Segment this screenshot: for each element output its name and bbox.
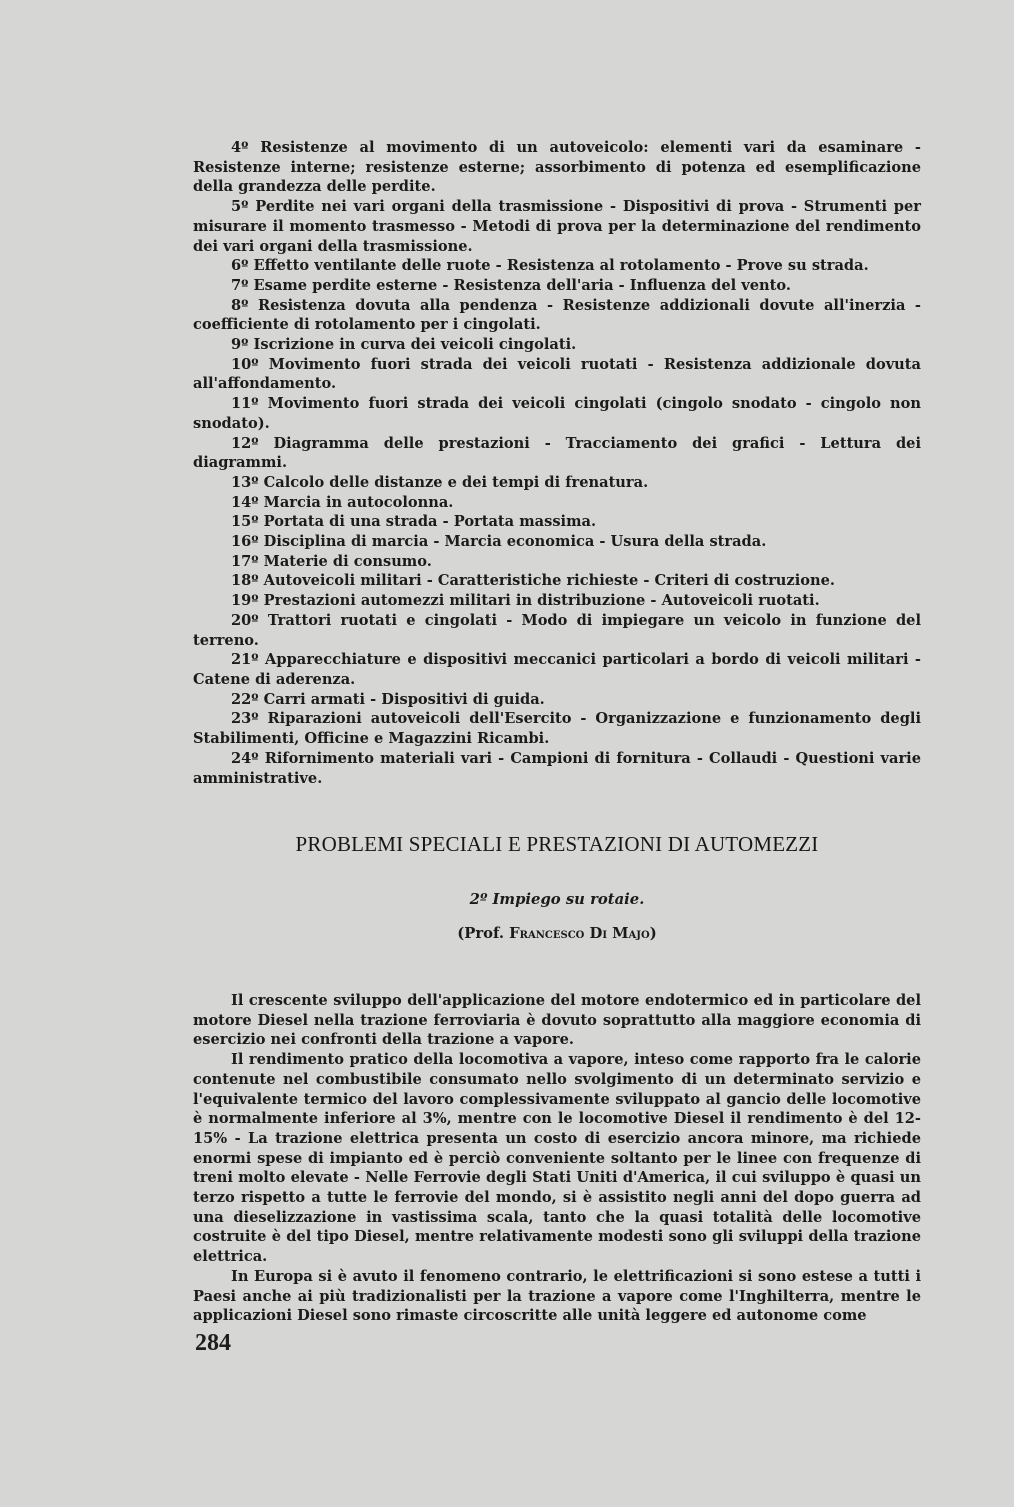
list-item: 10º Movimento fuori strada dei veicoli ruotati - Resistenza addizionale dovuta all'affondamento. bbox=[193, 355, 921, 393]
list-item: 7º Esame perdite esterne - Resistenza dell'aria - Influenza del vento. bbox=[231, 276, 791, 294]
list-item: 13º Calcolo delle distanze e dei tempi di frenatura. bbox=[231, 473, 649, 491]
list-item: 8º Resistenza dovuta alla pendenza - Resistenze addizionali dovute all'inerzia - coefficiente di rotolamento per i cingolati. bbox=[193, 296, 921, 334]
list-item: 18º Autoveicoli militari - Caratteristiche richieste - Criteri di costruzione. bbox=[231, 572, 835, 590]
list-item: 22º Carri armati - Dispositivi di guida. bbox=[231, 690, 545, 708]
list-item: 21º Apparecchiature e dispositivi meccanici particolari a bordo di veicoli militari - Catene di aderenza. bbox=[193, 651, 921, 688]
list-item: 19º Prestazioni automezzi militari in distribuzione - Autoveicoli ruotati. bbox=[231, 592, 820, 610]
list-item: 14º Marcia in autocolonna. bbox=[231, 493, 454, 511]
author-prefix: (Prof. bbox=[457, 925, 505, 942]
author-suffix: ) bbox=[649, 925, 657, 942]
list-item: 9º Iscrizione in curva dei veicoli cingolati. bbox=[231, 336, 577, 354]
section-heading: PROBLEMI SPECIALI E PRESTAZIONI DI AUTOMEZZI bbox=[295, 832, 819, 856]
paragraph: Il crescente sviluppo dell'applicazione del motore endotermico ed in particolare del motore Diesel nella trazione ferroviaria è dovuto soprattutto alla maggiore economia di esercizio nei confronti della trazione a vapore. bbox=[193, 992, 921, 1049]
paragraph: In Europa si è avuto il fenomeno contrario, le elettrificazioni si sono estese a tutti i Paesi anche ai più tradizionalisti per la trazione a vapore come l'Inghilterra, mentre le applicazioni Diesel sono rimaste circoscritte alle unità leggere ed autonome come bbox=[193, 1267, 921, 1325]
paragraph: Il rendimento pratico della locomotiva a vapore, inteso come rapporto fra le calorie contenute nel combustibile consumato nello svolgimento di un determinato servizio e l'equivalente termico del lavoro complessivamente sviluppato al gancio delle locomotive è normalmente inferiore al 3%, mentre con le locomotive Diesel il rendimento è del 12-15% - La trazione elettrica presenta un costo di esercizio ancora minore, ma richiede enormi spese di impianto ed è perciò conveniente soltanto per le linee con frequenze di treni molto elevate - Nelle Ferrovie degli Stati Uniti d'America, il cui sviluppo è quasi un terzo rispetto a tutte le ferrovie del mondo, si è assistito negli anni del dopo guerra ad una dieselizzazione in vastissima scala, tanto che la quasi totalità delle locomotive costruite è del tipo Diesel, mentre relativamente modesti sono gli sviluppi della trazione elettrica. bbox=[193, 1051, 921, 1266]
list-item: 16º Disciplina di marcia - Marcia economica - Usura della strada. bbox=[231, 533, 767, 551]
list-item: 17º Materie di consumo. bbox=[231, 552, 432, 570]
section-subtitle: 2º Impiego su rotaie. bbox=[469, 891, 645, 908]
list-item: 24º Rifornimento materiali vari - Campioni di fornitura - Collaudi - Questioni varie amministrative. bbox=[193, 749, 921, 787]
body-text bbox=[193, 991, 921, 1326]
list-item: 4º Resistenze al movimento di un autoveicolo: elementi vari da esaminare - Resistenze interne; resistenze esterne; assorbimento di potenza ed esemplificazione della grandezza delle perdite. bbox=[193, 139, 921, 196]
list-item: 12º Diagramma delle prestazioni - Tracciamento dei grafici - Lettura dei diagrammi. bbox=[193, 434, 921, 472]
list-item: 6º Effetto ventilante delle ruote - Resistenza al rotolamento - Prove su strada. bbox=[231, 257, 869, 275]
author-line bbox=[193, 925, 921, 942]
topic-list bbox=[193, 138, 921, 788]
list-item: 20º Trattori ruotati e cingolati - Modo di impiegare un veicolo in funzione del terreno. bbox=[193, 611, 921, 649]
author-name: Francesco Di Majo bbox=[509, 925, 650, 942]
list-item: 5º Perdite nei vari organi della trasmissione - Dispositivi di prova - Strumenti per misurare il momento trasmesso - Metodi di prova per la determinazione del rendimento dei vari organi della trasmissione. bbox=[193, 198, 921, 255]
page-number: 284 bbox=[195, 1330, 231, 1356]
list-item: 15º Portata di una strada - Portata massima. bbox=[231, 513, 597, 531]
list-item: 23º Riparazioni autoveicoli dell'Esercito - Organizzazione e funzionamento degli Stabilimenti, Officine e Magazzini Ricambi. bbox=[193, 710, 921, 748]
list-item: 11º Movimento fuori strada dei veicoli cingolati (cingolo snodato - cingolo non snodato). bbox=[193, 395, 921, 432]
